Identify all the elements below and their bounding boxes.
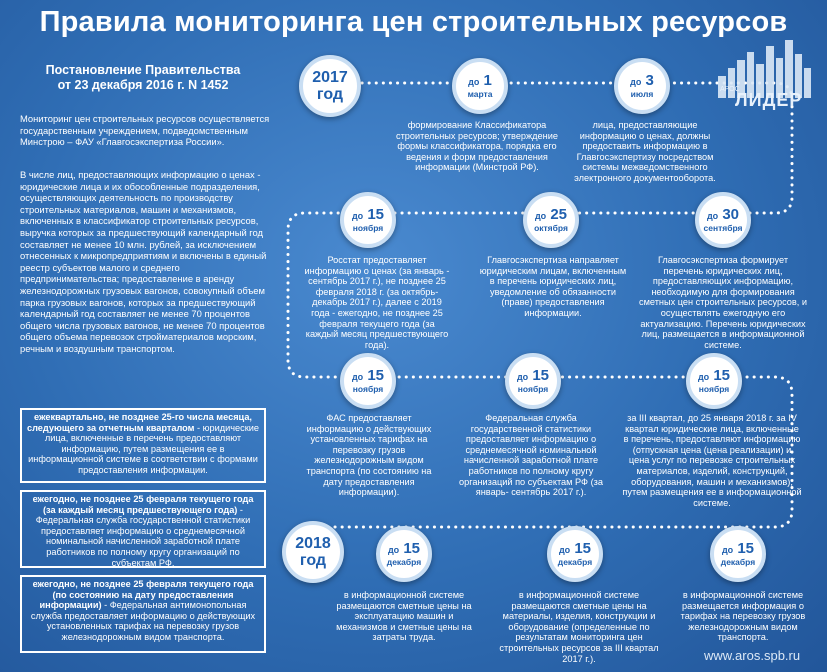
date-number: 15: [367, 367, 385, 384]
text-15-december-materials: в информационной системе размещаются сметные цены на материалы, изделия, конструкции и оборудование (определенные по результатам мониторинга цен строительных ресурсов за III квартал 2017 г.).: [499, 590, 659, 664]
note-3-text: - Федеральная антимонопольная служба предоставляет информацию о действующих установленных тарифах на перевозку грузов железнодорожным видом транспорта.: [30, 600, 256, 642]
year-2017-label: год: [316, 86, 344, 103]
note-1-bold: ежеквартально, не позднее 25-го числа месяца, следующего за отчетным кварталом: [26, 412, 252, 433]
date-3-july-circle: [614, 58, 670, 114]
note-3-bold: ежегодно, не позднее 25 февраля текущего года (по состоянию на дату предоставления информации): [32, 579, 254, 611]
year-2018-label: год: [299, 552, 327, 569]
date-15-november-circle-a: [340, 192, 396, 248]
date-number: 15: [737, 540, 755, 557]
note-box-quarterly: [20, 408, 266, 483]
decree-heading: [20, 63, 266, 93]
date-month: ноября: [352, 384, 384, 394]
date-number: 25: [550, 206, 568, 223]
date-month: октября: [534, 223, 568, 233]
text-15-november-stat: Федеральная служба государственной статистики предоставляет информацию о среднемесячной номинальной начисленной заработной плате работников по полному кругу организаций по субъектам РФ (за январь- сентябрь 2017 г.).: [459, 413, 603, 498]
date-number: 3: [645, 72, 654, 89]
text-15-november-legal: за III квартал, до 25 января 2018 г. за IV квартал юридические лица, включенные в перечень, предоставляют информацию (отпускная цена (цена реализации) и цена услуг по перевозке строительных материалов, изделий, конструкций, оборудования, машин и механизмов), путем размещения ее в информационной системе.: [622, 413, 802, 508]
logo-name: ЛИДЕР: [735, 90, 803, 110]
date-pre: до: [351, 372, 364, 382]
page-title: Правила мониторинга цен строительных ресурсов: [39, 6, 788, 38]
text-25-october: Главгосэкспертиза направляет юридическим лицам, включенным в перечень юридических лиц, уведомление об обязанности (праве) предоставления информации.: [479, 255, 627, 318]
date-number: 15: [713, 367, 731, 384]
date-number: 15: [403, 540, 421, 557]
date-pre: до: [468, 77, 480, 87]
note-box-fas: [20, 575, 266, 653]
date-15-december-circle-c: [710, 526, 766, 582]
note-1-text: - юридические лица, включенные в перечень предоставляют информацию, путем размещения ее в информационной системе в соответствии с формами предоставления информации.: [28, 422, 259, 475]
date-pre: до: [387, 545, 400, 555]
year-2018-circle: [282, 521, 344, 583]
date-pre: до: [558, 545, 571, 555]
decree-line-2: от 23 декабря 2016 г. N 1452: [57, 78, 229, 92]
date-30-september-circle: [695, 192, 751, 248]
note-box-rosstat: [20, 490, 266, 568]
date-pre: до: [706, 211, 719, 221]
date-pre: до: [697, 372, 710, 382]
year-2018-number: 2018: [295, 535, 331, 552]
date-month: декабря: [557, 557, 593, 567]
date-month: сентября: [703, 223, 743, 233]
date-pre: до: [351, 211, 364, 221]
date-pre: до: [721, 545, 734, 555]
text-3-july: лица, предоставляющие информацию о ценах, должны предоставить информацию в Главгосэкспертизу посредством системы межведомственного электронного документооборота.: [574, 120, 716, 183]
text-1-march: формирование Классификатора строительных ресурсов; утверждение формы классификатора, порядка его ведения и форм предоставления информации (Минстрой РФ).: [396, 120, 558, 173]
date-month: июля: [630, 89, 654, 99]
text-15-november-fas: ФАС предоставляет информацию о действующих установленных тарифах на перевозку грузов железнодорожным видом транспорта (по состоянию на дату предоставления информации).: [306, 413, 432, 498]
date-month: ноября: [517, 384, 549, 394]
intro-text-2: В числе лиц, предоставляющих информацию о ценах - юридические лица и их обособленные подразделения, осуществляющих деятельность по производству строительных материалов, машин и механизмов, включенных в классификатор строительных ресурсов, выручка которых за предшествующий календарный год составляет не менее 10 млн. рублей, за исключением отнесенных к микропредприятиям и включены в единый реестр субъектов малого и среднего предпринимательства; предоставление в аренду железнодорожных грузовых вагонов, совокупный объем парка грузовых вагонов, которых за предшествующий календарный год составляет не менее 70 процентов общего числа грузовых вагонов, не менее 70 процентов общего объема перевозок стройматериалов морским, речным и воздушным транспортом.: [20, 169, 267, 354]
date-number: 30: [722, 206, 740, 223]
intro-text: Мониторинг цен строительных ресурсов осуществляется государственным учреждением, подведомственным Минстрою – ФАУ «Главгосэкспертиза России».: [20, 113, 270, 148]
date-25-october-circle: [523, 192, 579, 248]
note-2-bold: ежегодно, не позднее 25 февраля текущего года (за каждый месяц предшествующего года): [32, 494, 254, 515]
date-pre: до: [630, 77, 642, 87]
date-number: 15: [532, 367, 550, 384]
note-2-text: - Федеральная служба государственной статистики предоставляет информацию о среднемесячной номинальной начисленной заработной плате работников по полному кругу организаций по субъектам РФ.: [35, 504, 251, 568]
logo-small-text: АРОС: [720, 86, 740, 93]
year-2017-number: 2017: [312, 69, 348, 86]
text-15-december-tariffs: в информационной системе размещается информация о тарифах на перевозку грузов железнодорожным видом транспорта.: [680, 590, 806, 643]
date-pre: до: [534, 211, 547, 221]
website-link[interactable]: www.aros.spb.ru: [704, 648, 801, 663]
text-30-september: Главгосэкспертиза формирует перечень юридических лиц, предоставляющих информацию, необходимую для формирования сметных цен строительных ресурсов, и осуществлять ежегодную его актуализацию. Перечень юридических лиц, размещается в информационной системе.: [638, 255, 807, 350]
year-2017-circle: [299, 55, 361, 117]
date-15-november-circle-d: [686, 353, 742, 409]
date-pre: до: [516, 372, 529, 382]
date-15-november-circle-b: [340, 353, 396, 409]
date-month: ноября: [698, 384, 730, 394]
date-1-march-circle: [452, 58, 508, 114]
text-15-november-rosstat: Росстат предоставляет информацию о ценах (за январь - сентябрь 2017 г.), не позднее 25 февраля 2018 г. (за октябрь- декабрь 2017 г.), далее с 2019 года - ежегодно, не позднее 25 февраля текущего года (за каждый месяц предшествующего года).: [304, 255, 450, 350]
date-15-december-circle-a: [376, 526, 432, 582]
date-month: марта: [467, 89, 493, 99]
date-15-december-circle-b: [547, 526, 603, 582]
text-15-december-machines: в информационной системе размещаются сметные цены на эксплуатацию машин и механизмов и сметные цены на затраты труда.: [336, 590, 472, 643]
date-month: декабря: [720, 557, 756, 567]
date-number: 15: [367, 206, 385, 223]
decree-line-1: Постановление Правительства: [45, 63, 241, 77]
date-month: ноября: [352, 223, 384, 233]
date-number: 1: [483, 72, 492, 89]
date-month: декабря: [386, 557, 422, 567]
date-number: 15: [574, 540, 592, 557]
date-15-november-circle-c: [505, 353, 561, 409]
